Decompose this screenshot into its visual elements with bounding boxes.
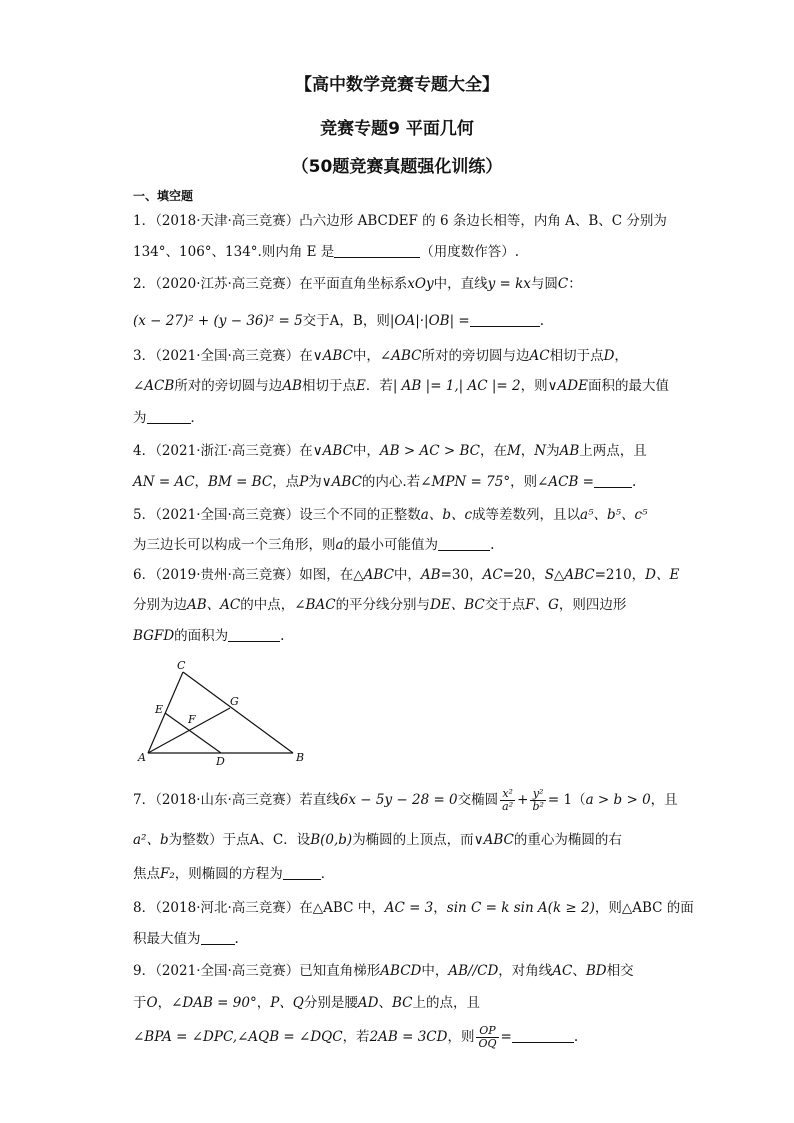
question-6-line-3: BGFD的面积为 . xyxy=(133,628,285,644)
question-4-line-1: 4．（2021·浙江·高三竞赛）在∨ABC中，AB > AC > BC，在M，N为AB上两点，且 xyxy=(133,443,647,459)
segment-AC xyxy=(148,672,183,753)
section-heading: 一、填空题 xyxy=(133,189,194,203)
question-7-line-3: 焦点F₂，则椭圆的方程为 ． xyxy=(133,866,335,882)
answer-blank xyxy=(470,314,540,327)
label-A: A xyxy=(138,751,146,764)
label-B: B xyxy=(296,751,305,764)
label-E: E xyxy=(155,703,164,716)
question-8-line-2: 积最大值为 . xyxy=(133,931,239,947)
question-5-line-2: 为三边长可以构成一个三角形，则a的最小可能值为 . xyxy=(133,537,495,553)
answer-blank xyxy=(201,932,235,945)
question-8-line-1: 8．（2018·河北·高三竞赛）在△ABC 中，AC = 3，sin C = k sin A(k ≥ 2)，则△ABC 的面 xyxy=(133,900,694,916)
question-2-line-2: (x − 27)² + (y − 36)² = 5交于A，B，则|OA|·|OB| = . xyxy=(133,313,545,329)
answer-blank xyxy=(594,475,632,488)
segment-CB xyxy=(183,672,293,753)
question-3-line-3: 为 ． xyxy=(133,410,204,426)
question-9-line-2: 于O，∠DAB = 90°，P、Q分别是腰AD、BC上的点，且 xyxy=(133,995,480,1011)
label-G: G xyxy=(230,695,239,708)
document-title: 【高中数学竞赛专题大全】 xyxy=(295,75,499,95)
answer-blank xyxy=(512,1030,574,1043)
question-7-line-1: 7．（2018·山东·高三竞赛）若直线6x − 5y − 28 = 0交椭圆 $\frac{\text{x²}}{\text{a²}}$ + $\frac{\text{y²}}{\text{b²}}$ = 1（a > b > 0，且 xyxy=(133,787,678,813)
triangle-figure xyxy=(135,655,315,767)
question-2-line-1: 2．（2020·江苏·高三竞赛）在平面直角坐标系xOy中，直线y = kx与圆C： xyxy=(133,276,582,292)
subtitle: （50题竞赛真题强化训练） xyxy=(291,157,503,177)
answer-blank xyxy=(438,538,490,551)
label-D: D xyxy=(216,755,225,767)
answer-blank xyxy=(147,411,191,424)
fraction-y-over-b: $\frac{\text{y²}}{\text{b²}}$ xyxy=(532,787,544,813)
question-3-line-1: 3．（2021·全国·高三竞赛）在∨ABC中，∠ABC所对的旁切圆与边AC相切于点D， xyxy=(133,348,628,364)
label-C: C xyxy=(177,659,186,672)
question-9-line-3: ∠BPA = ∠DPC,∠AQB = ∠DQC，若2AB = 3CD，则 $\frac{OP}{OQ}$ = . xyxy=(133,1024,579,1050)
question-7-line-2: a²、b为整数）于点A、C．设B(0,b)为椭圆的上顶点，而∨ABC的重心为椭圆的右 xyxy=(133,832,622,848)
fraction-x-over-a: $\frac{\text{x²}}{\text{a²}}$ xyxy=(502,787,514,813)
topic-title: 竞赛专题9 平面几何 xyxy=(320,119,474,139)
question-3-line-2: ∠ACB所对的旁切圆与边AB相切于点E．若| AB |= 1,| AC |= 2，则∨ADE面积的最大值 xyxy=(133,378,669,394)
question-9-line-1: 9．（2021·全国·高三竞赛）已知直角梯形ABCD中，AB//CD，对角线AC、BD相交 xyxy=(133,963,634,979)
answer-blank xyxy=(228,629,280,642)
question-5-line-1: 5．（2021·全国·高三竞赛）设三个不同的正整数a、b、c成等差数列，且以a⁵、b⁵、c⁵ xyxy=(133,507,648,523)
question-4-line-2: AN = AC，BM = BC，点P为∨ABC的内心.若∠MPN = 75°，则∠ACB = . xyxy=(133,474,637,490)
answer-blank xyxy=(283,867,321,880)
fraction-op-over-oq: $\frac{OP}{OQ}$ xyxy=(478,1024,497,1050)
question-1-line-1: 1．（2018·天津·高三竞赛）凸六边形 ABCDEF 的 6 条边长相等，内角 A、B、C 分别为 xyxy=(133,213,667,229)
question-1-line-2: 134°、106°、134°.则内角 E 是 （用度数作答）. xyxy=(133,244,520,260)
answer-blank xyxy=(334,245,420,258)
question-6-line-1: 6．（2019·贵州·高三竞赛）如图，在△ABC中，AB=30，AC=20，S△ABC=210，D、E xyxy=(133,567,680,583)
question-6-line-2: 分别为边AB、AC的中点，∠BAC的平分线分别与DE、BC交于点F、G，则四边形 xyxy=(133,597,627,613)
label-F: F xyxy=(188,713,196,726)
